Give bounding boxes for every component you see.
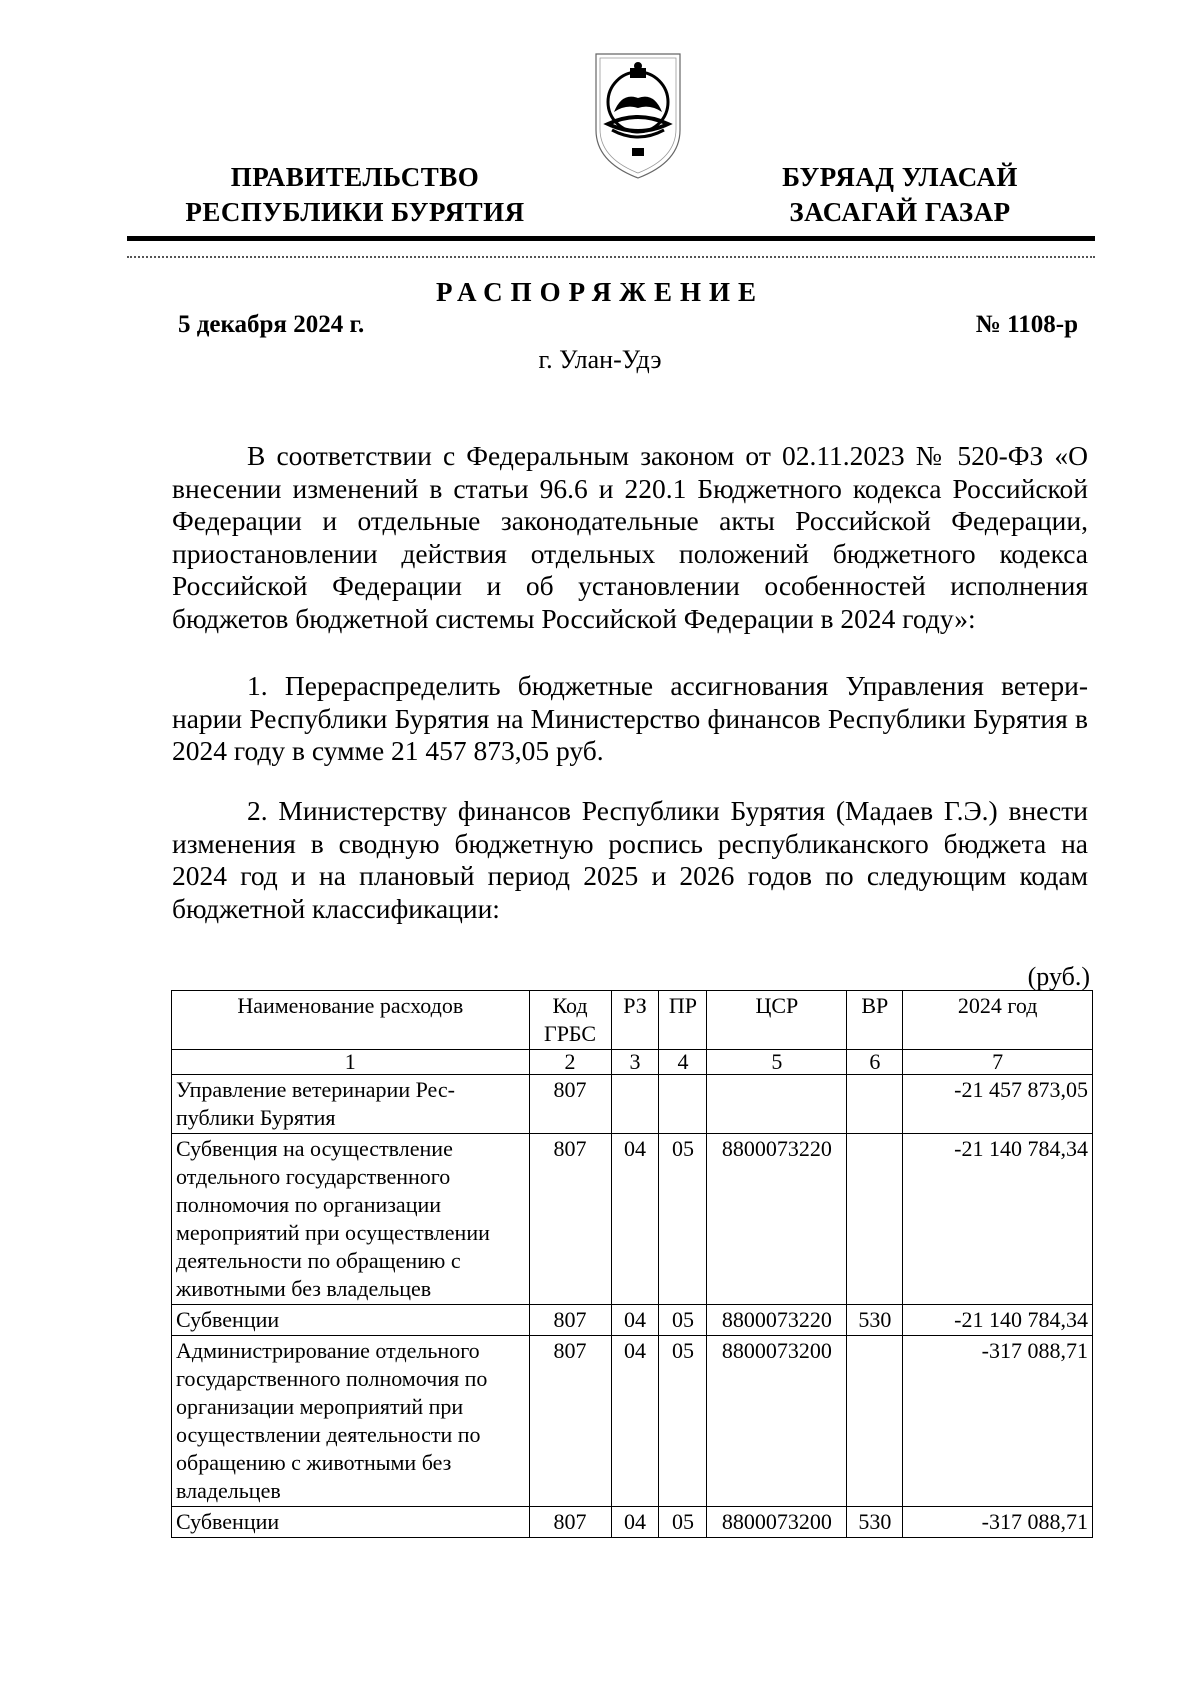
currency-unit: (руб.)	[1027, 962, 1090, 991]
rz-code: 04	[611, 1336, 659, 1507]
column-number: 1	[172, 1050, 530, 1075]
buryat-name-line2: ЗАСАГАЙ ГАЗАР	[789, 197, 1011, 227]
expense-name: Субвенции	[172, 1305, 530, 1336]
amount-2024: -21 140 784,34	[903, 1305, 1093, 1336]
rz-code: 04	[611, 1134, 659, 1305]
expense-name: Администрирование отдельного государственного полномочия по организации мероприятий при осуществлении деятельности по обращению с животными без владельцев	[172, 1336, 530, 1507]
rz-code: 04	[611, 1305, 659, 1336]
amount-2024: -317 088,71	[903, 1507, 1093, 1538]
column-number: 2	[529, 1050, 611, 1075]
amount-2024: -317 088,71	[903, 1336, 1093, 1507]
grbs-code: 807	[529, 1134, 611, 1305]
column-number: 3	[611, 1050, 659, 1075]
grbs-code: 807	[529, 1507, 611, 1538]
pr-code: 05	[659, 1336, 707, 1507]
item-2-paragraph: 2. Министерству финансов Республики Бурятия (Мадаев Г.Э.) внести изменения в сводную бюджетную роспись республиканского бюджета на 2024 год и на плановый период 2025 и 2026 годов по следующим кодам бюджетной классификации:	[172, 795, 1088, 924]
expense-name: Субвенция на осуществление отдельного государственного полномочия по организации мероприятий при осуществлении деятельности по обращению с животными без владельцев	[172, 1134, 530, 1305]
csr-code: 8800073220	[707, 1305, 847, 1336]
vr-code: 530	[847, 1305, 903, 1336]
amount-2024: -21 140 784,34	[903, 1134, 1093, 1305]
coat-of-arms-emblem	[592, 52, 684, 182]
header-year-2024: 2024 год	[903, 991, 1093, 1050]
column-number: 4	[659, 1050, 707, 1075]
rz-code	[611, 1075, 659, 1134]
header-divider-thick	[127, 236, 1095, 241]
item-1-paragraph: 1. Перераспределить бюджетные ассигнования Управления ветеринарии Республики Бурятия на Министерство финансов Республики Бурятия в 2024 году в сумме 21 457 873,05 руб.	[172, 670, 1088, 766]
csr-code: 8800073200	[707, 1336, 847, 1507]
table-row	[172, 1134, 1093, 1305]
government-name-line1: ПРАВИТЕЛЬСТВО	[230, 162, 480, 192]
column-number: 7	[903, 1050, 1093, 1075]
pr-code: 05	[659, 1134, 707, 1305]
amount-2024: -21 457 873,05	[903, 1075, 1093, 1134]
vr-code	[847, 1075, 903, 1134]
table-row	[172, 1336, 1093, 1507]
header-expense-name: Наименование расходов	[172, 991, 530, 1050]
government-name-russian	[165, 160, 545, 230]
vr-code: 530	[847, 1507, 903, 1538]
table-row	[172, 1507, 1093, 1538]
expense-name: Субвенции	[172, 1507, 530, 1538]
vr-code	[847, 1134, 903, 1305]
government-name-line2: РЕСПУБЛИКИ БУРЯТИЯ	[185, 197, 525, 227]
header-vr: ВР	[847, 991, 903, 1050]
csr-code: 8800073200	[707, 1507, 847, 1538]
government-name-buryat	[750, 160, 1050, 230]
header-grbs-code: Код ГРБС	[529, 991, 611, 1050]
document-city: г. Улан-Удэ	[538, 345, 662, 374]
csr-code	[707, 1075, 847, 1134]
header-rz: РЗ	[611, 991, 659, 1050]
vr-code	[847, 1336, 903, 1507]
grbs-code: 807	[529, 1075, 611, 1134]
table-header-row	[172, 991, 1093, 1050]
preamble-paragraph: В соответствии с Федеральным законом от 02.11.2023 № 520-ФЗ «О внесении изменений в статьи 96.6 и 220.1 Бюджетного кодекса Российской Федерации и отдельные законодательные акты Российской Федерации, приостановлении действия отдельных положений бюджетного кодекса Российской Федерации и об установлении особенностей исполнения бюджетов бюджетной системы Российской Федерации в 2024 году»:	[172, 440, 1088, 634]
document-number: № 1108-р	[975, 311, 1078, 338]
column-number: 5	[707, 1050, 847, 1075]
expense-name: Управление ветеринарии Республики Бурятия	[172, 1075, 530, 1134]
document-date: 5 декабря 2024 г.	[178, 311, 365, 338]
pr-code	[659, 1075, 707, 1134]
csr-code: 8800073220	[707, 1134, 847, 1305]
pr-code: 05	[659, 1507, 707, 1538]
document-title: РАСПОРЯЖЕНИЕ	[435, 277, 765, 307]
header-csr: ЦСР	[707, 991, 847, 1050]
header-pr: ПР	[659, 991, 707, 1050]
table-row	[172, 1075, 1093, 1134]
budget-table	[171, 990, 1093, 1538]
buryat-name-line1: БУРЯАД УЛАСАЙ	[782, 162, 1018, 192]
column-number-row	[172, 1050, 1093, 1075]
pr-code: 05	[659, 1305, 707, 1336]
column-number: 6	[847, 1050, 903, 1075]
grbs-code: 807	[529, 1305, 611, 1336]
table-row	[172, 1305, 1093, 1336]
grbs-code: 807	[529, 1336, 611, 1507]
header-divider-thin	[127, 256, 1095, 258]
rz-code: 04	[611, 1507, 659, 1538]
